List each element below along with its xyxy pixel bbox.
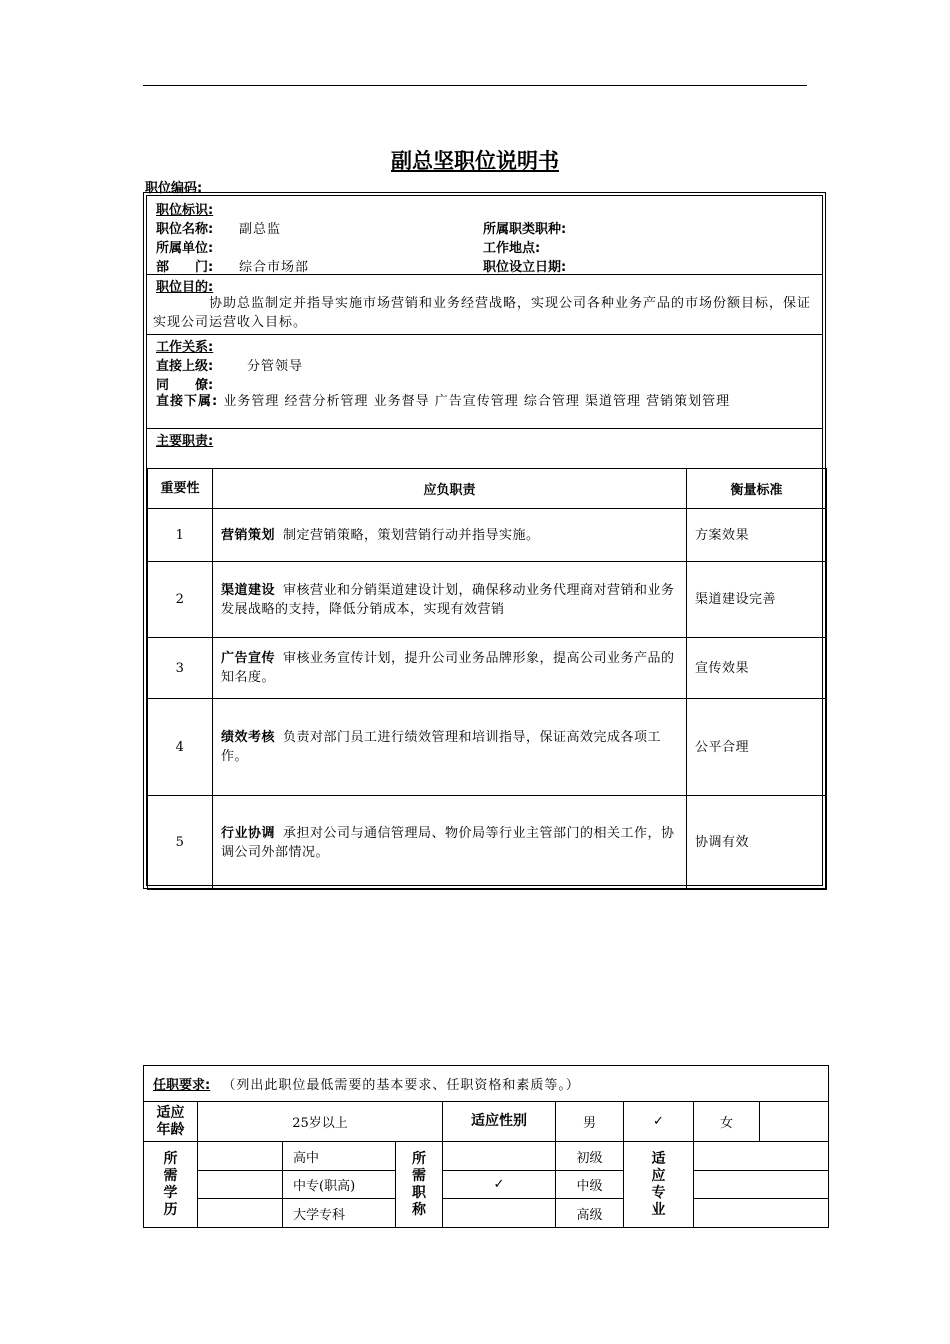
duty-cell [213, 509, 687, 562]
major-value [694, 1199, 829, 1228]
relations-section [147, 334, 822, 429]
title-label: 所需职称 [396, 1142, 443, 1228]
row-number: 3 [148, 638, 213, 699]
edu-check [198, 1142, 283, 1171]
duties-table [147, 468, 827, 890]
major-value [694, 1171, 829, 1199]
duty-text: 负责对部门员工进行绩效管理和培训指导，保证高效完成各项工作。 [221, 730, 662, 764]
location-label: 工作地点: [483, 241, 541, 256]
edu-row [144, 1142, 829, 1171]
requirements-heading-cell [144, 1066, 829, 1102]
position-info-inner [146, 195, 823, 886]
standard-cell: 渠道建设完善 [687, 562, 827, 638]
duties-header-row [148, 469, 827, 509]
standard-cell: 方案效果 [687, 509, 827, 562]
requirements-table [143, 1065, 829, 1228]
duty-cell [213, 796, 687, 890]
position-code-label: 职位编码: [145, 181, 203, 196]
title-level: 初级 [556, 1142, 624, 1171]
title-level: 中级 [556, 1171, 624, 1199]
identification-section [147, 196, 822, 275]
relations-heading: 工作关系: [156, 340, 214, 355]
table-row [148, 509, 827, 562]
table-row [148, 562, 827, 638]
superior-value: 分管领导 [247, 359, 304, 374]
requirements-header-row [144, 1066, 829, 1102]
purpose-text: 协助总监制定并指导实施市场营销和业务经营战略，实现公司各种业务产品的市场份额目标，保证实现公司运营收入目标。 [153, 296, 812, 330]
duty-keyword: 行业协调 [221, 825, 276, 841]
age-label: 适应年龄 [144, 1102, 198, 1142]
edu-level: 中专(职高) [283, 1171, 396, 1199]
table-row [148, 796, 827, 890]
duty-cell [213, 638, 687, 699]
duty-keyword: 绩效考核 [221, 730, 276, 745]
standard-cell: 宣传效果 [687, 638, 827, 699]
row-number: 4 [148, 699, 213, 796]
duty-text: 承担对公司与通信管理局、物价局等行业主管部门的相关工作，协调公司外部情况。 [221, 825, 675, 860]
edu-level: 高中 [283, 1142, 396, 1171]
duty-text: 审核业务宣传计划，提升公司业务品牌形象，提高公司业务产品的知名度。 [221, 651, 675, 685]
subordinate-value: 业务管理 经营分析管理 业务督导 广告宣传管理 综合管理 渠道管理 营销策划管理 [223, 394, 731, 409]
edu-row [144, 1171, 829, 1199]
duty-text: 制定营销策略，策划营销行动并指导实施。 [283, 527, 540, 543]
subordinate-label: 直接下属: [156, 394, 219, 409]
row-number: 2 [148, 562, 213, 638]
position-name-value: 副总监 [239, 222, 282, 237]
title-level: 高级 [556, 1199, 624, 1228]
title-check [443, 1199, 556, 1228]
row-number: 1 [148, 509, 213, 562]
gender-male: 男 [556, 1102, 624, 1142]
gender-label: 适应性别 [443, 1102, 556, 1142]
document-title: 副总坚职位说明书 [391, 149, 559, 173]
edu-check [198, 1171, 283, 1199]
header-rule [143, 85, 807, 86]
duties-heading: 主要职责: [156, 434, 214, 449]
col-standard: 衡量标准 [687, 469, 827, 509]
standard-cell: 公平合理 [687, 699, 827, 796]
age-value: 25岁以上 [198, 1102, 443, 1142]
category-label: 所属职类职种: [483, 222, 567, 237]
position-name-label: 职位名称: [156, 222, 214, 237]
title-check: ✓ [443, 1171, 556, 1199]
duty-cell [213, 699, 687, 796]
superior-label: 直接上级: [156, 359, 214, 374]
requirements-heading: 任职要求: [153, 1078, 211, 1093]
duty-keyword: 广告宣传 [221, 651, 276, 666]
duty-cell [213, 562, 687, 638]
gender-female: 女 [694, 1102, 760, 1142]
major-label: 适应专业 [624, 1142, 694, 1228]
duties-heading-row [147, 428, 822, 468]
col-importance: 重要性 [148, 469, 213, 509]
title-check [443, 1142, 556, 1171]
duty-keyword: 营销策划 [221, 527, 276, 543]
gender-male-mark: ✓ [624, 1102, 694, 1142]
duty-text: 审核营业和分销渠道建设计划，确保移动业务代理商对营销和业务发展战略的支持，降低分销成本，实现有效营销 [221, 582, 675, 617]
establish-date-label: 职位设立日期: [483, 260, 567, 275]
age-gender-row [144, 1102, 829, 1142]
standard-cell: 协调有效 [687, 796, 827, 890]
department-label: 部 门: [156, 260, 214, 275]
col-duty: 应负职责 [213, 469, 687, 509]
edu-level: 大学专科 [283, 1199, 396, 1228]
peer-label: 同 僚: [156, 378, 214, 393]
unit-label: 所属单位: [156, 241, 214, 256]
gender-female-mark [760, 1102, 829, 1142]
requirements-note: （列出此职位最低需要的基本要求、任职资格和素质等。） [222, 1078, 580, 1093]
department-value: 综合市场部 [239, 260, 310, 275]
table-row [148, 699, 827, 796]
edu-check [198, 1199, 283, 1228]
duty-keyword: 渠道建设 [221, 582, 276, 598]
edu-row [144, 1199, 829, 1228]
education-label: 所需学历 [144, 1142, 198, 1228]
row-number: 5 [148, 796, 213, 890]
table-row [148, 638, 827, 699]
identification-heading: 职位标识: [156, 203, 214, 218]
position-info-box [143, 192, 826, 889]
purpose-heading: 职位目的: [156, 280, 214, 295]
subordinate-line [156, 392, 814, 411]
purpose-section [147, 274, 822, 335]
major-value [694, 1142, 829, 1171]
